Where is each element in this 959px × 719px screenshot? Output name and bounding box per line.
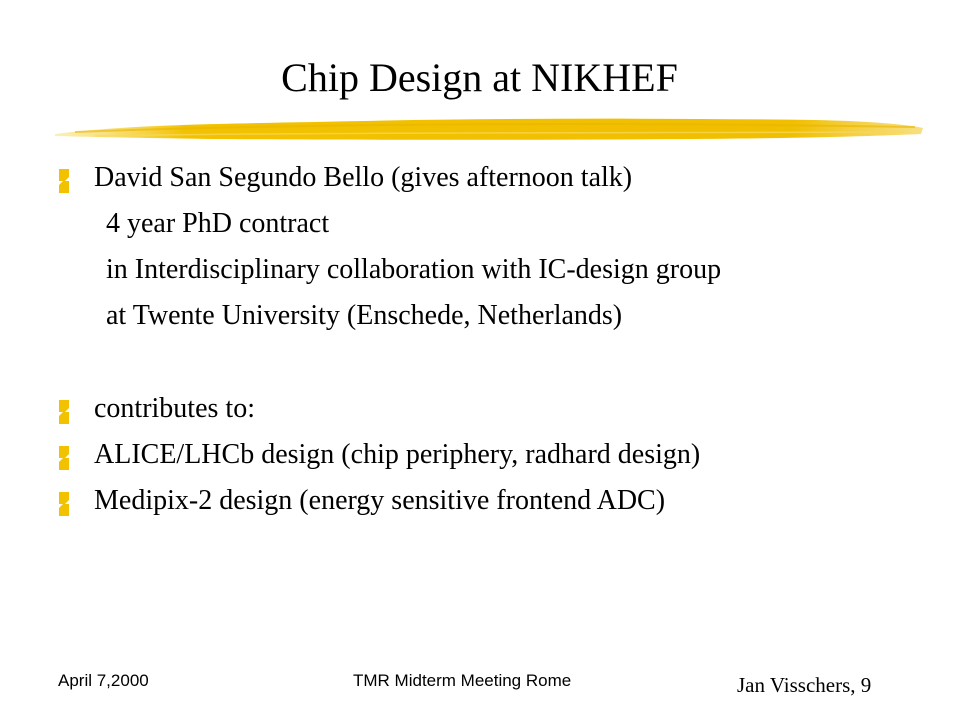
bullet-text: David San Segundo Bello (gives afternoon talk) [94,162,633,193]
bullet-sub-line: 4 year PhD contract [106,208,330,239]
z-bullet-icon [56,491,72,517]
bullet-text: ALICE/LHCb design (chip periphery, radhard design) [94,439,701,470]
footer-event: TMR Midterm Meeting Rome [353,671,572,690]
footer-author-page: Jan Visschers, 9 [737,673,872,697]
bullet-text: contributes to: [94,393,255,424]
z-bullet-icon [56,445,72,471]
bullet-sub-line: at Twente University (Enschede, Netherlands) [106,300,623,331]
slide-title: Chip Design at NIKHEF [281,55,678,100]
z-bullet-icon [56,168,72,194]
title-underline-brushstroke [55,112,923,148]
footer-date: April 7,2000 [58,671,149,690]
bullet-sub-line: in Interdisciplinary collaboration with IC-design group [106,254,722,285]
bullet-text: Medipix-2 design (energy sensitive frontend ADC) [94,485,666,516]
z-bullet-icon [56,399,72,425]
